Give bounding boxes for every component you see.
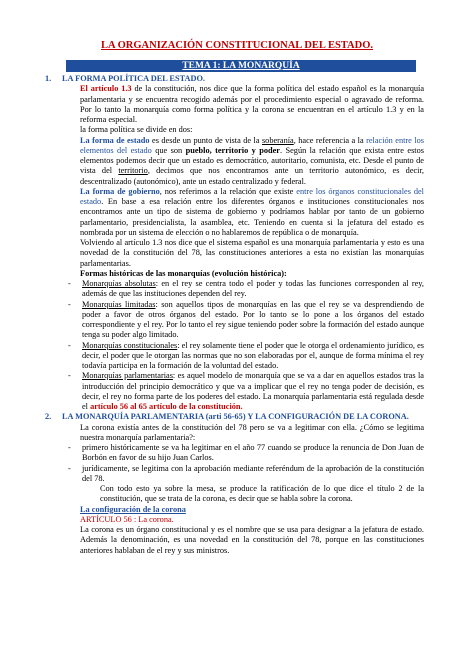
list-item-constitucionales: - Monarquías constitucionales: el rey solamente tiene el poder que le otorga el ordenamiento jurídico, es decir, el poder que le otorgan las normas que no son elaboradas por el, aunque de forma mínima el rey todavía participa en la formación de la voluntad del estado. <box>68 340 424 370</box>
paragraph-forma-estado: La forma de estado es desde un punto de vista de la soberanía, hace referencia a la relación entre los elementos del estado que son pueblo, territorio y poder. Según la relación que exista entre estos elementos podemos decir que un estado es democrático, autoritario, comunista, etc. Desde el punto de vista del territorio, decimos que nos encontramos ante un territorio autonómico, es decir, descentralizado (autonómico), ante un estado centralizado y federal. <box>80 135 424 186</box>
document-body <box>45 74 425 556</box>
list-item-absolutas: - Monarquías absolutas: en el rey se centra todo el poder y todas las funciones corresponden al rey, además de que las instituciones dependen del rey. <box>68 279 424 299</box>
tema-title: TEMA 1: LA MONARQUÍA <box>182 61 300 71</box>
document-title: LA ORGANIZACIÓN CONSTITUCIONAL DEL ESTADO. <box>101 40 373 51</box>
paragraph-forma-gobierno: La forma de gobierno, nos referimos a la relación que existe entre los órganos constitucionales del estado. En base a esa relación entre los diferentes órganos e instituciones constitucionales nos encontramos ante un tipo de sistema de gobierno y podríamos hablar por tanto de un gobierno parlamentario, presidencialista, la asamblea, etc. Teniendo en cuenta si la jefatura del estado es nombrada por un sistema de elección o no hablaremos de república o de monarquía. <box>80 186 424 237</box>
paragraph-ratificacion: Con todo esto ya sobre la mesa, se produce la ratificación de lo que dice el título 2 de la constitución, que se trata de la corona, es decir que se habla sobre la corona. <box>100 484 424 504</box>
articulo-56-heading: ARTÍCULO 56 : La corona. <box>80 514 174 524</box>
bullet-historicamente: - primero históricamente se va ha legitimar en el año 77 cuando se produce la renuncia de Don Juan de Borbón en favor de su hijo Juan Carlos. <box>68 443 424 463</box>
paragraph-articulo-1-3: El artículo 1.3 de la constitución, nos dice que la forma política del estado español es la monarquía parlamentaria y se encuentra recogido además por el procedimiento especial o agravado de reforma. Por lo tanto la monarquía como forma política y la corona se encuentran en el artículo 1.3 y en la reforma especial. <box>80 84 425 124</box>
paragraph-novedad: Volviendo al artículo 1.3 nos dice que el sistema español es una monarquía parlamentaria y esto es una novedad de la constitución del 78, las constituciones anteriores a esta no existían las monarquías parlamentarias. <box>80 238 424 268</box>
configuracion-heading: La configuración de la corona <box>80 504 186 514</box>
section-2-heading: 2. LA MONARQUÍA PARLAMENTARIA (arti 56-65) Y LA CONFIGURACIÓN DE LA CORONA. <box>45 412 409 422</box>
paragraph-corona-legitima: La corona existía antes de la constitución del 78 pero se va a legitimar con ella. ¿Cómo se legitima nuestra monarquía parlamentaria?: <box>80 422 424 442</box>
paragraph-corona-organo: La corona es un órgano constitucional y es el nombre que se usa para designar a la jefatura de estado. Además la denominación, es una novedad en la constitución del 78, porque en las constituciones anteriores hablaban de el rey y sus ministros. <box>80 525 424 555</box>
tema-banner <box>66 60 416 72</box>
list-item-limitadas: - Monarquías limitadas: son aquellos tipos de monarquías en las que el rey se va desprendiendo de poder a favor de otros órganos del estado. Por lo tanto se lo pone a los órganos del estado correspondiente y el rey. Por lo tanto el rey sigue teniendo poder sobre la formación del estado aunque tenga su poder algo limitado. <box>68 299 424 340</box>
section-1-heading: 1. LA FORMA POLÍTICA DEL ESTADO. <box>45 74 205 83</box>
formas-historicas-heading: Formas históricas de las monarquías (evolución histórica): <box>80 268 287 278</box>
paragraph-forma-politica: la forma política se divide en dos: <box>80 125 193 135</box>
list-item-parlamentarias: - Monarquías parlamentarias: es aquel modelo de monarquía que se va a dar en aquellos estados tras la introducción del principio democrático y que va a implicar que el rey no tenga poder de decisión, es decir, el rey no forma parte de los poderes del estado. La monarquía parlamentaria está regulada desde el artículo 56 al 65 artículo de la constitución. <box>68 371 424 411</box>
bullet-juridicamente: - jurídicamente, se legitima con la aprobación mediante referéndum de la aprobación de la constitución del 78. <box>68 463 424 483</box>
